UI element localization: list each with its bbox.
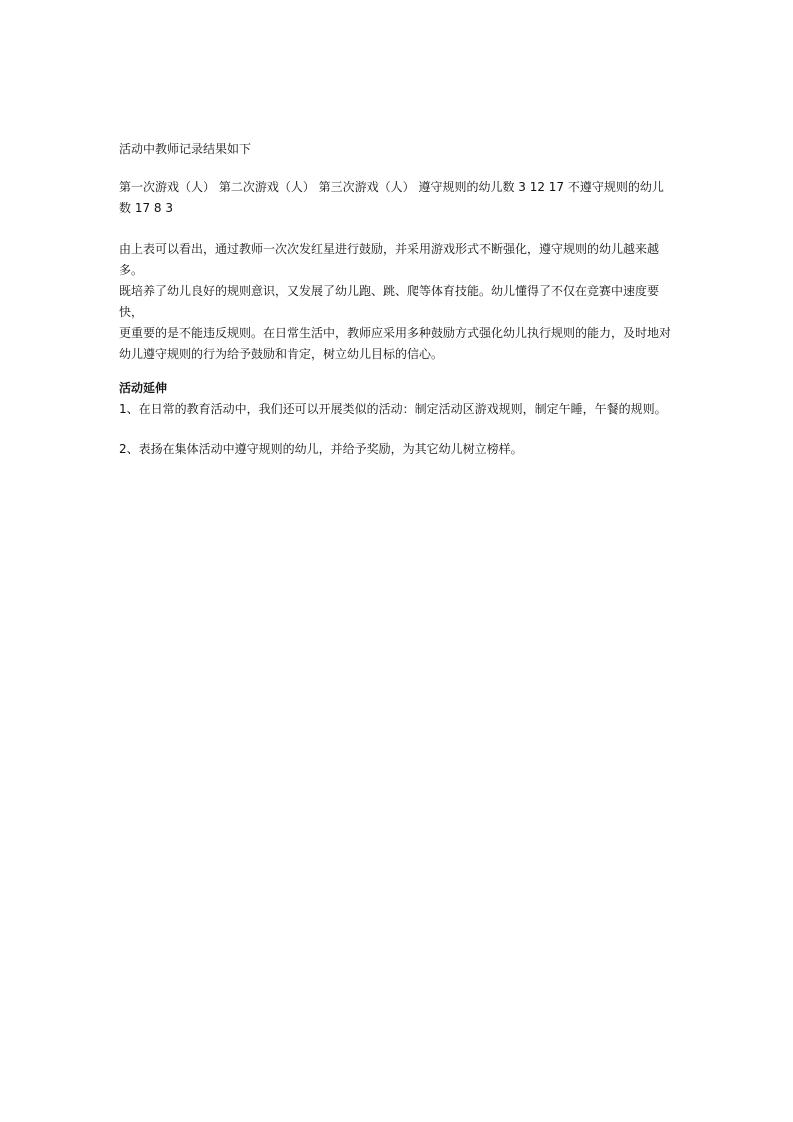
record-table-line-1: 第一次游戏（人） 第二次游戏（人） 第三次游戏（人） 遵守规则的幼儿数 3 12 17 不遵守规则的幼儿 [119,180,664,194]
analysis-paragraph [119,239,679,365]
record-table-text [119,177,679,219]
document-body [119,139,679,460]
analysis-line-1: 由上表可以看出，通过教师一次次发红星进行鼓励，并采用游戏形式不断强化，遵守规则的幼儿越来越多。 [119,242,660,277]
analysis-line-2: 既培养了幼儿良好的规则意识，又发展了幼儿跑、跳、爬等体育技能。幼儿懂得了不仅在竞赛中速度要快， [119,284,660,319]
analysis-line-3: 更重要的是不能违反规则。在日常生活中，教师应采用多种鼓励方式强化幼儿执行规则的能力，及时地对 [119,326,672,340]
record-table-line-2: 数 17 8 3 [119,201,173,215]
extension-item-2: 2、表扬在集体活动中遵守规则的幼儿，并给予奖励，为其它幼儿树立榜样。 [119,442,523,456]
extension-heading: 活动延伸 [119,381,168,395]
record-intro: 活动中教师记录结果如下 [119,142,252,156]
analysis-line-4: 幼儿遵守规则的行为给予鼓励和肯定，树立幼儿目标的信心。 [119,347,444,361]
extension-item-1: 1、在日常的教育活动中，我们还可以开展类似的活动：制定活动区游戏规则，制定午睡，午餐的规则。 [119,402,667,416]
